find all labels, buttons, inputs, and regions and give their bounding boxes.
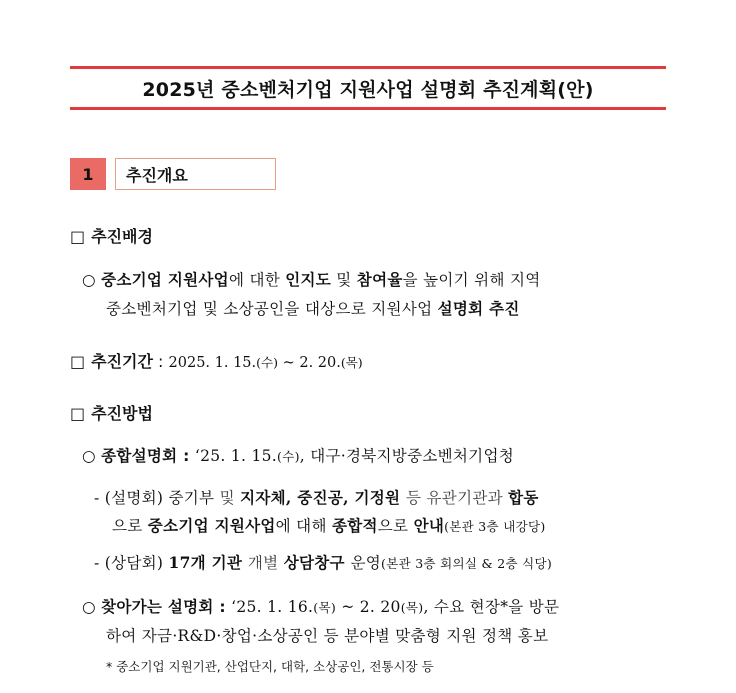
- document-title: 2025년 중소벤처기업 지원사업 설명회 추진계획(안): [142, 78, 594, 101]
- text-fragment: ‘25. 1. 16.: [225, 598, 314, 616]
- text-fragment: 중소기업 지원사업: [101, 271, 229, 289]
- text-fragment: - (설명회): [94, 489, 169, 507]
- text-fragment: 으로: [377, 517, 414, 535]
- text-fragment: 합동: [508, 488, 539, 507]
- text-fragment: 중소기업 지원사업: [147, 517, 276, 535]
- text-fragment: 에 대한: [228, 271, 286, 289]
- square-bullet-icon: □: [70, 404, 86, 423]
- period-row: [70, 349, 363, 372]
- circle-bullet-icon: ○: [82, 447, 102, 465]
- text-fragment: ‘25. 1. 15.: [189, 447, 278, 465]
- method-heading-row: [70, 401, 153, 424]
- text-fragment: 운영: [350, 554, 382, 572]
- text-fragment: 종합적: [331, 517, 378, 535]
- text-fragment: ~ 2. 20: [336, 598, 401, 616]
- text-fragment: 인지도: [285, 271, 332, 289]
- method-bullet-1: [82, 444, 514, 466]
- text-fragment: 등 유관기관과: [406, 489, 509, 507]
- period-heading: 추진기간: [91, 352, 153, 371]
- background-heading-row: [70, 224, 153, 247]
- text-fragment: (목): [340, 355, 363, 370]
- text-fragment: , 수요 현장*을 방문: [423, 598, 560, 616]
- text-fragment: 안내: [413, 517, 445, 535]
- method-bullet-2: [82, 595, 559, 617]
- text-fragment: 에 대해: [275, 517, 332, 535]
- square-bullet-icon: □: [70, 352, 86, 371]
- background-line-2: [106, 297, 520, 319]
- text-fragment: 및: [331, 271, 357, 289]
- text-fragment: 지자체, 중진공, 기정원: [240, 488, 407, 507]
- text-fragment: 및: [219, 489, 241, 507]
- text-fragment: 설명회 추진: [437, 300, 520, 318]
- text-fragment: 찾아가는 설명회 :: [101, 598, 226, 616]
- text-fragment: (본관 3층 내강당): [444, 519, 546, 534]
- method-footnote: * 중소기업 지원기관, 산업단지, 대학, 소상공인, 전통시장 등: [106, 659, 434, 674]
- text-fragment: 중기부: [168, 489, 220, 507]
- text-fragment: (목): [400, 600, 424, 615]
- text-fragment: 종합설명회 :: [101, 447, 190, 465]
- text-fragment: (목): [313, 600, 337, 615]
- text-fragment: , 대구·경북지방중소벤처기업청: [299, 447, 514, 465]
- method-bullet-2-line-2: 하여 자금·R&D·창업·소상공인 등 분야별 맞춤형 지원 정책 홍보: [106, 627, 549, 645]
- text-fragment: (수): [256, 355, 278, 370]
- text-fragment: 으로: [112, 517, 148, 535]
- circle-bullet-icon: ○: [82, 598, 102, 616]
- text-fragment: 17개 기관: [168, 553, 248, 572]
- text-fragment: - (상담회): [94, 554, 169, 572]
- section-title: 추진개요: [115, 158, 276, 190]
- method-heading: 추진방법: [91, 404, 153, 423]
- method-dash-1-line-1: [94, 486, 539, 508]
- text-fragment: 참여율: [356, 271, 403, 289]
- background-heading: 추진배경: [91, 227, 153, 246]
- text-fragment: 상담창구: [283, 554, 351, 572]
- document-title-box: [70, 66, 666, 110]
- method-dash-1-line-2: [112, 514, 546, 536]
- circle-bullet-icon: ○: [82, 271, 102, 289]
- square-bullet-icon: □: [70, 227, 86, 246]
- text-fragment: 을 높이기 위해 지역: [402, 271, 541, 289]
- period-start: 2025. 1. 15.: [168, 355, 257, 371]
- section-number: 1: [70, 158, 106, 190]
- text-fragment: 중소벤처기업 및 소상공인을 대상으로 지원사업: [106, 300, 438, 318]
- text-fragment: (수): [277, 449, 300, 464]
- period-end: ~ 2. 20.: [277, 355, 341, 371]
- method-dash-2: [94, 551, 552, 573]
- background-line-1: [82, 268, 541, 290]
- text-fragment: :: [152, 352, 169, 371]
- text-fragment: (본관 3층 회의실 & 2층 식당): [381, 556, 553, 571]
- text-fragment: 개별: [247, 554, 284, 572]
